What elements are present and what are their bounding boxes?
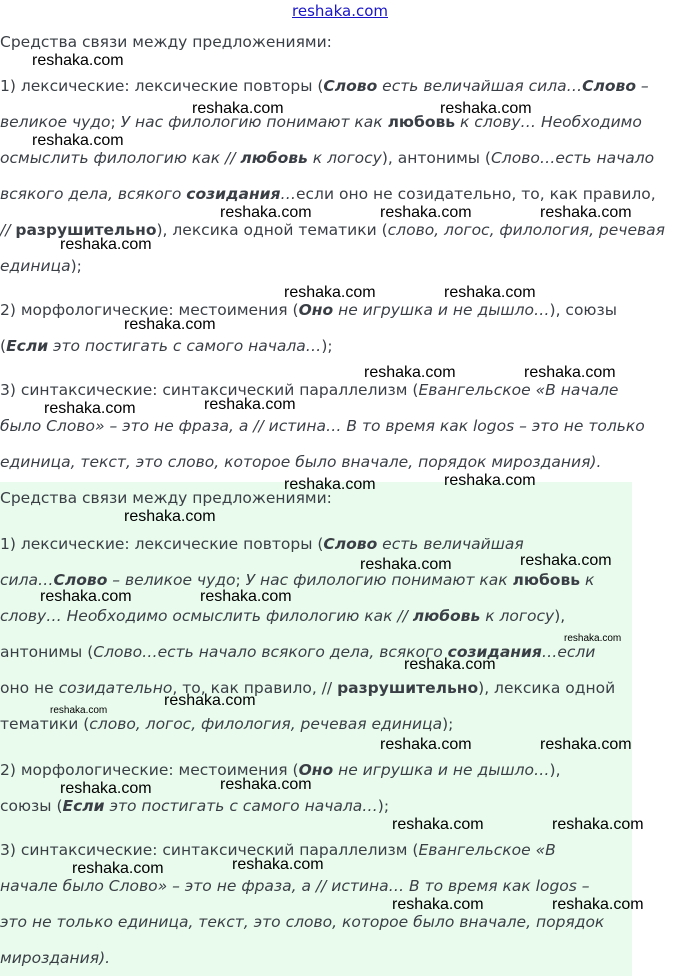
watermark: reshaka.com	[124, 508, 216, 525]
watermark: reshaka.com	[124, 316, 216, 333]
watermark: reshaka.com	[564, 633, 622, 644]
text-line: // разрушительно), лексика одной тематики (слово, логос, филология, речевая	[0, 221, 665, 239]
watermark: reshaka.com	[284, 476, 376, 493]
watermark: reshaka.com	[392, 816, 484, 833]
text-line: начале было Слово» – это не фраза, а // истина… В то время как logos –	[0, 877, 590, 895]
watermark: reshaka.com	[360, 556, 452, 573]
watermark: reshaka.com	[540, 736, 632, 753]
text-line: 2) морфологические: местоимения (Оно не игрушка и не дышло…), союзы	[0, 301, 617, 319]
watermark: reshaka.com	[220, 204, 312, 221]
text-line: мироздания).	[0, 949, 111, 967]
site-link[interactable]: reshaka.com	[292, 2, 388, 20]
watermark: reshaka.com	[540, 204, 632, 221]
watermark: reshaka.com	[404, 656, 496, 673]
watermark: reshaka.com	[552, 896, 644, 913]
watermark: reshaka.com	[440, 100, 532, 117]
text-line: было Слово» – это не фраза, а // истина… В то время как logos – это не только	[0, 417, 645, 435]
text-line: великое чудо; У нас филологию понимают как любовь к слову… Необходимо	[0, 113, 642, 131]
text-line: осмыслить филологию как // любовь к логосу), антонимы (Слово…есть начало	[0, 149, 655, 167]
watermark: reshaka.com	[520, 552, 612, 569]
text-line: тематики (слово, логос, филология, речевая единица);	[0, 715, 454, 733]
watermark: reshaka.com	[60, 236, 152, 253]
text-line: слову… Необходимо осмыслить филологию как // любовь к логосу),	[0, 607, 566, 625]
text-line: (Если это постигать с самого начала…);	[0, 337, 333, 355]
text-line: оно не созидательно, то, как правило, // разрушительно), лексика одной	[0, 679, 616, 697]
watermark: reshaka.com	[32, 52, 124, 69]
watermark: reshaka.com	[232, 856, 324, 873]
watermark: reshaka.com	[32, 132, 124, 149]
watermark: reshaka.com	[60, 780, 152, 797]
text-line: 3) синтаксические: синтаксический параллелизм (Евангельское «В	[0, 841, 556, 859]
text-line: единица);	[0, 257, 82, 275]
watermark: reshaka.com	[380, 736, 472, 753]
watermark: reshaka.com	[72, 860, 164, 877]
text-line: антонимы (Слово…есть начало всякого дела, всякого созидания…если	[0, 643, 596, 661]
text-line: единица, текст, это слово, которое было вначале, порядок мироздания).	[0, 453, 602, 471]
text-line: 1) лексические: лексические повторы (Слово есть величайшая сила…Слово –	[0, 77, 649, 95]
watermark: reshaka.com	[50, 705, 108, 716]
watermark: reshaka.com	[220, 776, 312, 793]
text-line: 2) морфологические: местоимения (Оно не игрушка и не дышло…),	[0, 761, 561, 779]
text-line: 3) синтаксические: синтаксический параллелизм (Евангельское «В начале	[0, 381, 619, 399]
watermark: reshaka.com	[192, 100, 284, 117]
text-line: всякого дела, всякого созидания…если оно не созидательно, то, как правило,	[0, 185, 656, 203]
text-line: союзы (Если это постигать с самого начала…);	[0, 797, 390, 815]
text-line: сила…Слово – великое чудо; У нас филологию понимают как любовь к	[0, 571, 595, 589]
watermark: reshaka.com	[284, 284, 376, 301]
watermark: reshaka.com	[444, 472, 536, 489]
watermark: reshaka.com	[204, 396, 296, 413]
watermark: reshaka.com	[380, 204, 472, 221]
text-line: это не только единица, текст, это слово, которое было вначале, порядок	[0, 913, 605, 931]
heading: Средства связи между предложениями:	[0, 33, 332, 51]
watermark: reshaka.com	[164, 692, 256, 709]
watermark: reshaka.com	[40, 588, 132, 605]
watermark: reshaka.com	[44, 400, 136, 417]
watermark: reshaka.com	[364, 364, 456, 381]
watermark: reshaka.com	[552, 816, 644, 833]
watermark: reshaka.com	[200, 588, 292, 605]
watermark: reshaka.com	[444, 284, 536, 301]
watermark: reshaka.com	[524, 364, 616, 381]
watermark: reshaka.com	[392, 896, 484, 913]
text-line: 1) лексические: лексические повторы (Слово есть величайшая	[0, 535, 524, 553]
heading: Средства связи между предложениями:	[0, 489, 332, 507]
